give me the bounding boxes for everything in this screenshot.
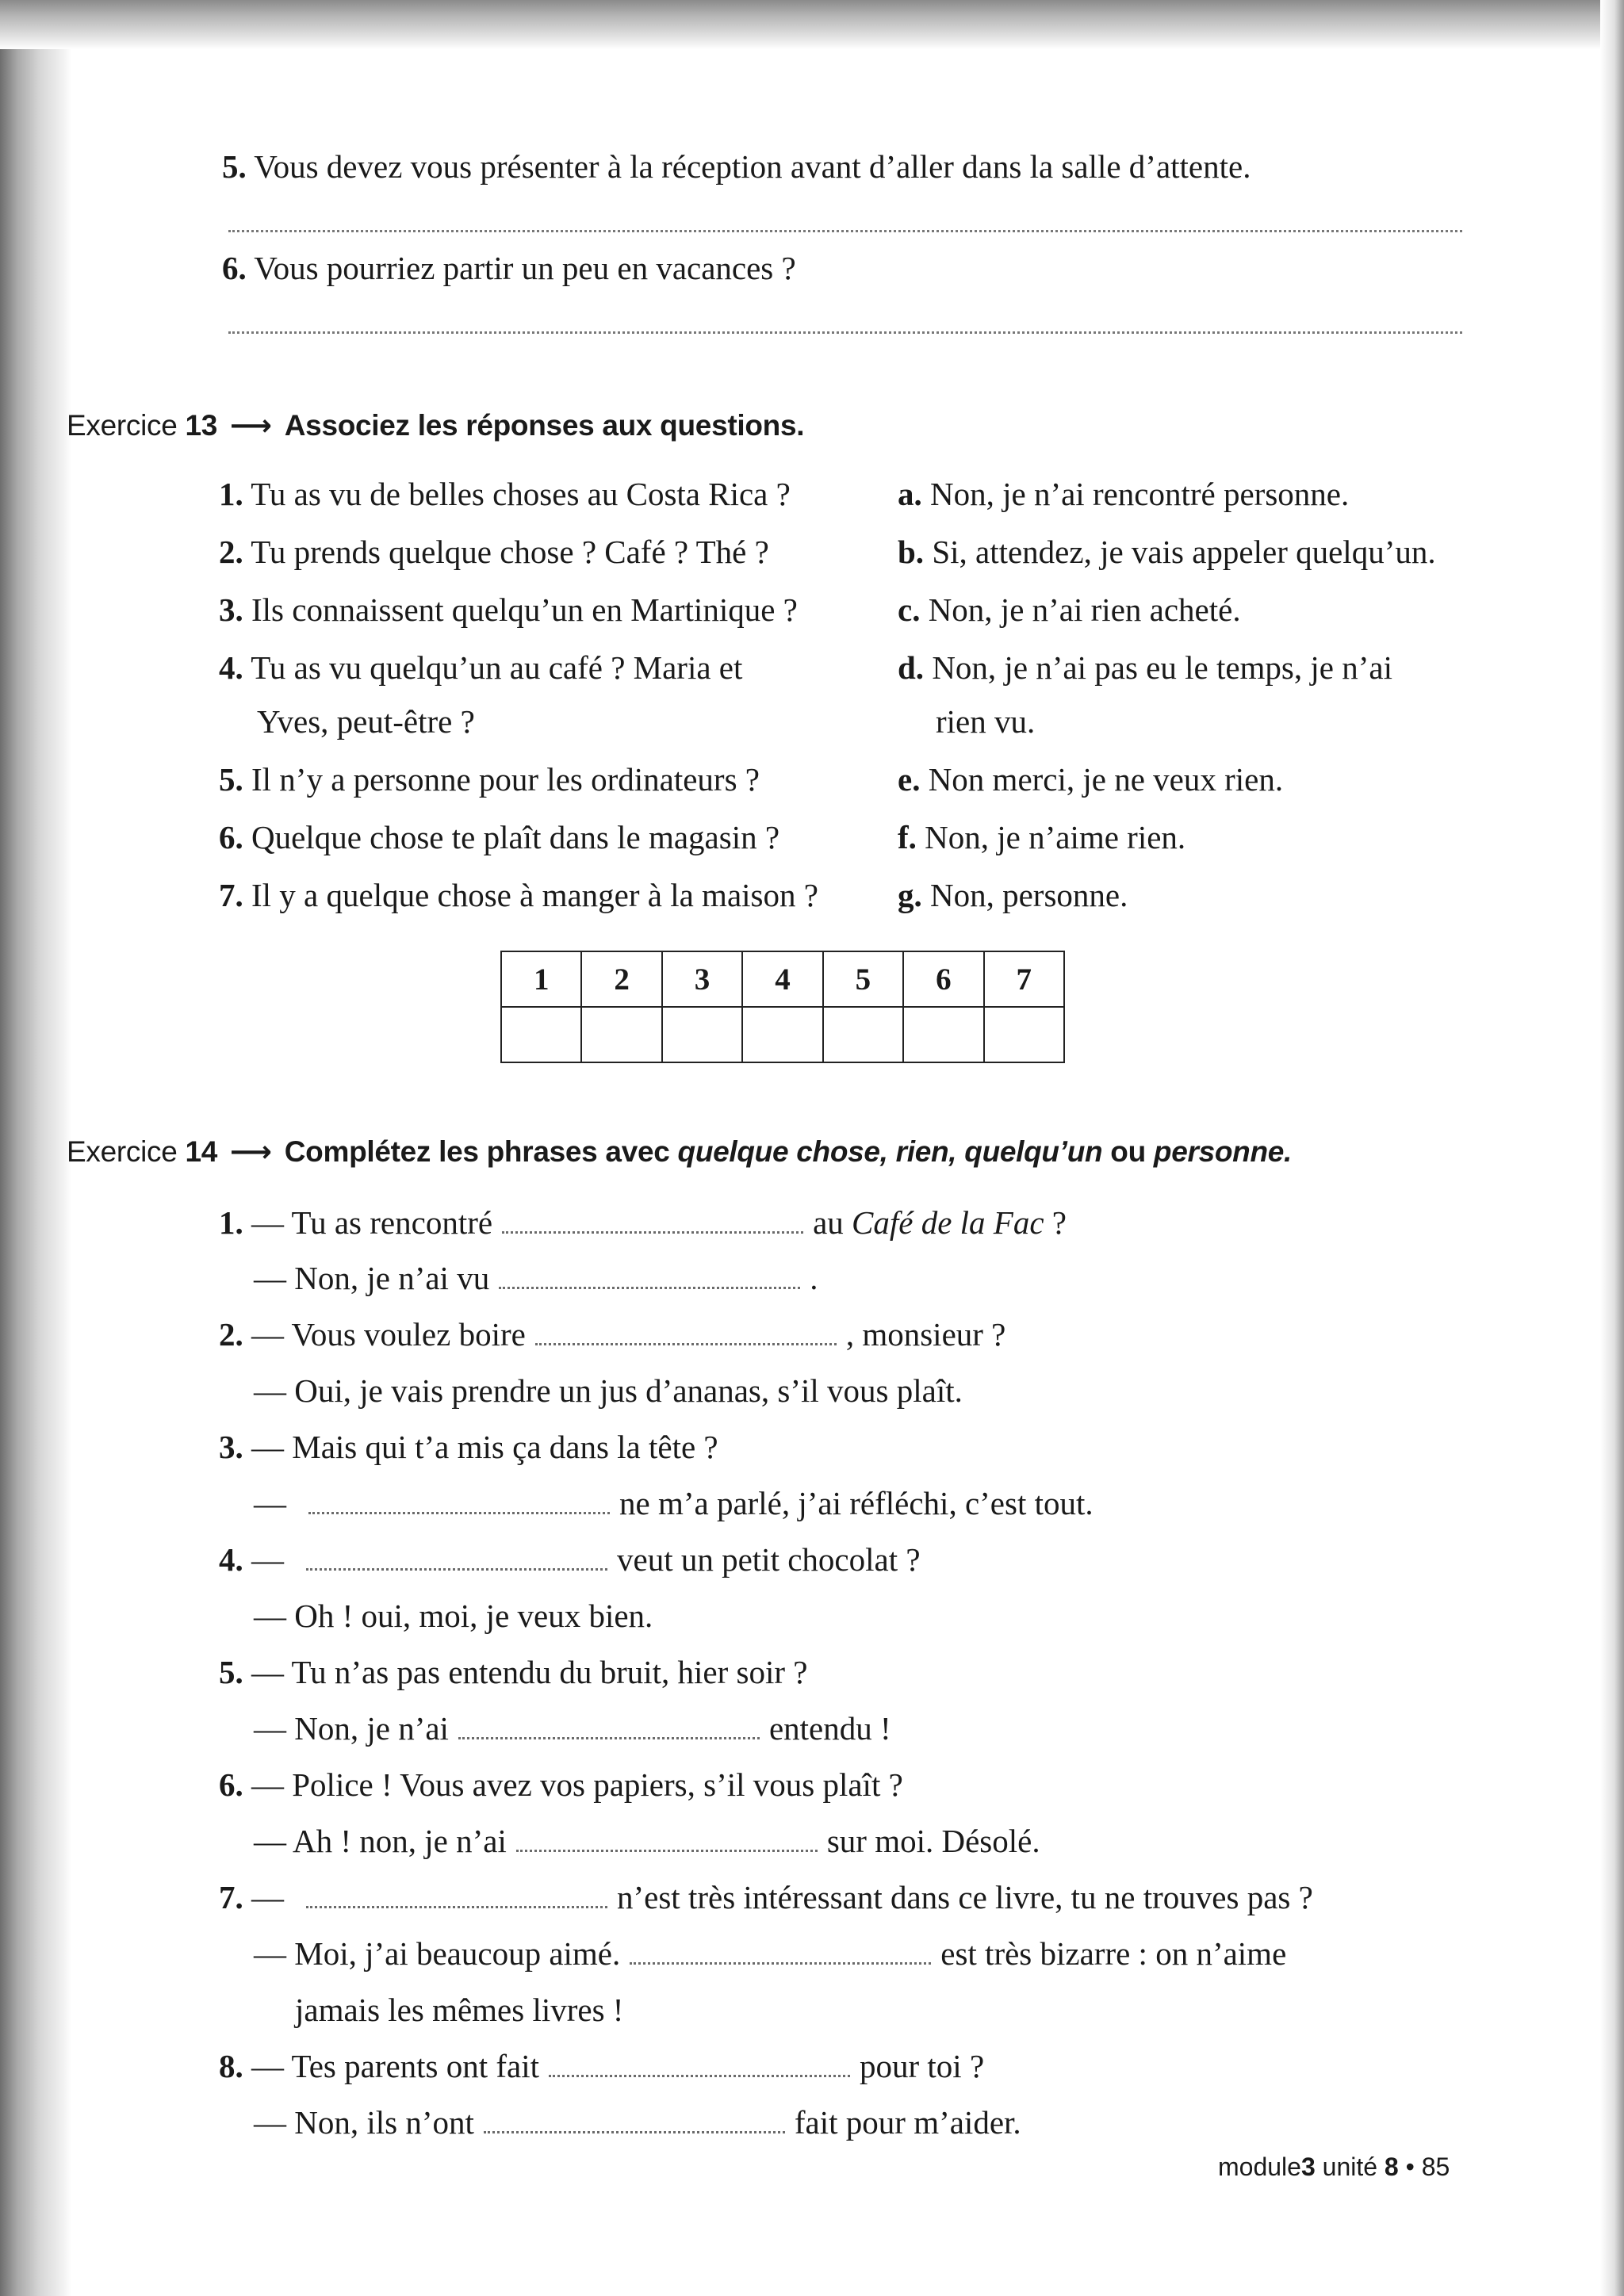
grid-answer-cell[interactable] bbox=[581, 1007, 661, 1062]
grid-header-cell: 5 bbox=[823, 951, 903, 1007]
blank-field[interactable] bbox=[502, 1230, 803, 1234]
ex13-answer-d: d. Non, je n’ai pas eu le temps, je n’ai bbox=[898, 649, 1392, 686]
arrow-icon: ⟶ bbox=[230, 1135, 272, 1168]
ex14-item-7-line-b: — Moi, j’ai beaucoup aimé. est très bizarre : on n’aime bbox=[254, 1935, 1287, 1972]
ex13-question-1: 1. Tu as vu de belles choses au Costa Rica ? bbox=[219, 476, 791, 512]
bullet-icon: • bbox=[1405, 2152, 1415, 2181]
blank-field[interactable] bbox=[306, 1567, 607, 1571]
blank-field[interactable] bbox=[516, 1849, 818, 1852]
ex13-question-6: 6. Quelque chose te plaît dans le magasin ? bbox=[219, 819, 780, 855]
blank-field[interactable] bbox=[499, 1286, 800, 1289]
ex14-item-1-line-a: 1. — Tu as rencontré au Café de la Fac ? bbox=[219, 1204, 1067, 1241]
grid-answer-cell[interactable] bbox=[984, 1007, 1064, 1062]
ex14-item-2-line-a: 2. — Vous voulez boire , monsieur ? bbox=[219, 1316, 1006, 1353]
grid-header-cell: 1 bbox=[501, 951, 581, 1007]
exercise-13-heading: Exercice 13 ⟶ Associez les réponses aux questions. bbox=[67, 409, 805, 442]
blank-field[interactable] bbox=[458, 1736, 760, 1739]
blank-field[interactable] bbox=[630, 1961, 931, 1965]
ex13-question-4-cont: Yves, peut-être ? bbox=[257, 703, 475, 740]
ex14-item-4-line-a: 4. — veut un petit chocolat ? bbox=[219, 1541, 921, 1578]
ex14-item-8-line-a: 8. — Tes parents ont fait pour toi ? bbox=[219, 2048, 985, 2084]
answer-grid-header-row bbox=[501, 951, 1064, 1007]
blank-field[interactable] bbox=[549, 2074, 850, 2077]
ex14-item-8-line-b: — Non, ils n’ont fait pour m’aider. bbox=[254, 2104, 1021, 2141]
grid-answer-cell[interactable] bbox=[742, 1007, 822, 1062]
grid-header-cell: 7 bbox=[984, 951, 1064, 1007]
grid-header-cell: 2 bbox=[581, 951, 661, 1007]
ex14-item-5-line-a: 5. — Tu n’as pas entendu du bruit, hier soir ? bbox=[219, 1654, 808, 1690]
prev-item-5: 5. Vous devez vous présenter à la réception avant d’aller dans la salle d’attente. bbox=[222, 148, 1251, 185]
ex13-question-4: 4. Tu as vu quelqu’un au café ? Maria et bbox=[219, 649, 743, 686]
arrow-icon: ⟶ bbox=[230, 409, 272, 442]
page-footer: module3 unité 8 • 85 bbox=[1218, 2152, 1450, 2181]
answer-grid-input-row bbox=[501, 1007, 1064, 1062]
ex13-question-5: 5. Il n’y a personne pour les ordinateurs ? bbox=[219, 761, 760, 798]
blank-field[interactable] bbox=[484, 2130, 785, 2133]
blank-field[interactable] bbox=[306, 1905, 607, 1908]
scan-shadow-right bbox=[1600, 0, 1624, 2296]
grid-answer-cell[interactable] bbox=[903, 1007, 983, 1062]
ex14-item-3-line-a: 3. — Mais qui t’a mis ça dans la tête ? bbox=[219, 1429, 718, 1465]
ex13-answer-b: b. Si, attendez, je vais appeler quelqu’un. bbox=[898, 534, 1436, 570]
ex13-question-7: 7. Il y a quelque chose à manger à la maison ? bbox=[219, 877, 818, 913]
scan-shadow-left bbox=[0, 0, 71, 2296]
page-number: 85 bbox=[1421, 2152, 1450, 2181]
grid-header-cell: 4 bbox=[742, 951, 822, 1007]
ex13-question-2: 2. Tu prends quelque chose ? Café ? Thé ? bbox=[219, 534, 769, 570]
scan-shadow-top bbox=[0, 0, 1624, 49]
blank-field[interactable] bbox=[535, 1342, 837, 1345]
ex13-question-3: 3. Ils connaissent quelqu’un en Martinique ? bbox=[219, 591, 798, 628]
ex14-item-3-line-b: — ne m’a parlé, j’ai réfléchi, c’est tout. bbox=[254, 1485, 1094, 1521]
ex14-item-7-line-a: 7. — n’est très intéressant dans ce livre, tu ne trouves pas ? bbox=[219, 1879, 1313, 1915]
ex14-item-6-line-a: 6. — Police ! Vous avez vos papiers, s’il vous plaît ? bbox=[219, 1766, 903, 1803]
ex13-answer-e: e. Non merci, je ne veux rien. bbox=[898, 761, 1284, 798]
grid-header-cell: 6 bbox=[903, 951, 983, 1007]
ex14-item-4-line-b: — Oh ! oui, moi, je veux bien. bbox=[254, 1598, 653, 1634]
ex14-item-7-line-c: jamais les mêmes livres ! bbox=[295, 1992, 624, 2028]
answer-grid bbox=[500, 951, 1065, 1063]
ex13-answer-d-cont: rien vu. bbox=[936, 703, 1036, 740]
answer-line-prev-6[interactable] bbox=[228, 331, 1462, 334]
ex14-item-2-line-b: — Oui, je vais prendre un jus d’ananas, s’il vous plaît. bbox=[254, 1372, 963, 1409]
prev-item-6: 6. Vous pourriez partir un peu en vacances ? bbox=[222, 250, 796, 286]
ex13-answer-g: g. Non, personne. bbox=[898, 877, 1128, 913]
ex14-item-5-line-b: — Non, je n’ai entendu ! bbox=[254, 1710, 891, 1747]
ex13-answer-f: f. Non, je n’aime rien. bbox=[898, 819, 1186, 855]
answer-line-prev-5[interactable] bbox=[228, 230, 1462, 232]
ex14-item-1-line-b: — Non, je n’ai vu . bbox=[254, 1260, 818, 1296]
grid-answer-cell[interactable] bbox=[823, 1007, 903, 1062]
grid-header-cell: 3 bbox=[662, 951, 742, 1007]
blank-field[interactable] bbox=[308, 1511, 610, 1514]
ex14-item-6-line-b: — Ah ! non, je n’ai sur moi. Désolé. bbox=[254, 1823, 1040, 1859]
ex13-answer-a: a. Non, je n’ai rencontré personne. bbox=[898, 476, 1350, 512]
grid-answer-cell[interactable] bbox=[501, 1007, 581, 1062]
ex13-answer-c: c. Non, je n’ai rien acheté. bbox=[898, 591, 1241, 628]
grid-answer-cell[interactable] bbox=[662, 1007, 742, 1062]
exercise-14-heading: Exercice 14 ⟶ Complétez les phrases avec quelque chose, rien, quelqu’un ou personne. bbox=[67, 1135, 1293, 1168]
